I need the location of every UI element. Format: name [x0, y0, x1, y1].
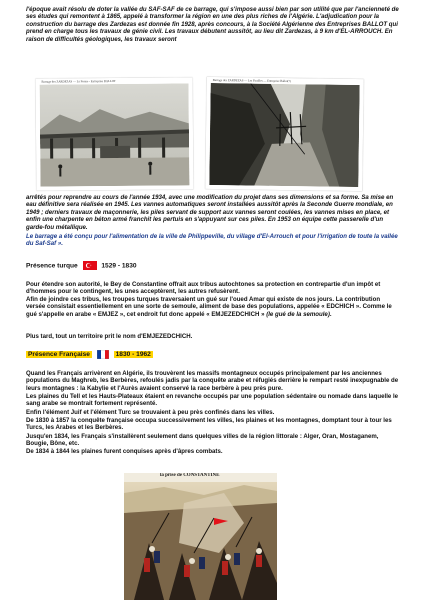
turque-text-2b: (le gué de la semoule) — [266, 310, 330, 318]
photo-caption: Barrage des ZARDEZAS — La Ferme - Entreprise BALLOT — [41, 78, 116, 84]
francaise-paragraph-3: Enfin l'élément Juif et l'élément Turc se trouvaient à peu près confinés dans les villes. — [26, 409, 275, 416]
section-francaise-label: Présence Française — [28, 351, 90, 359]
continuation-text-c: , en 1949 ; derniers travaux de maçonnerie, les piles servant de support aux vannes seront coulées, les vannes mises en place, et enfin une charpente en béton armé franchit les pertuis en s'appuyant sur ces piles. En 1953 on équipe cette passerelle d'un garde-fou métallique. — [26, 201, 393, 231]
section-turque-label: Présence turque — [26, 262, 78, 270]
photo-ferme-image — [40, 83, 190, 186]
turque-paragraph-2 — [26, 296, 400, 318]
continuation-text-b: Seconde Guerre mondiale — [306, 201, 383, 209]
francaise-paragraph-5: Jusqu'en 1834, les Français s'installèrent seulement dans quelques villes de la région littorale : Alger, Oran, Mostaganem, Bougie, Bône, etc. — [26, 433, 379, 448]
painting-image — [124, 473, 277, 600]
photo-fouilles — [205, 77, 364, 191]
purpose-text-a: Le barrage a été conçu pour l'alimentation de la ville de — [26, 233, 188, 240]
turque-text-2c: . — [329, 310, 332, 318]
intro-paragraph: l'époque avait résolu de doter la vallée du SAF-SAF de ce barrage, qui s'impose aussi bien par son utilité que par l'ancienneté de ses études qui remontent à 1865, appelé à transformer la région en une des plus riches de l'Algérie. L'adjudication pour la construction du barrage des Zardezas est donnée fin 1928, après concours, à la Société Algérienne des Entreprises BALLOT qui prend en charge tous les travaux de génie civil. Les travaux débutent aussitôt, au lieu dit Zardezas, à 9 km d'EL-ARROUCH. En raison de difficultés géologiques, les travaux seront — [26, 6, 399, 43]
painting-prise-de-constantine — [124, 473, 277, 600]
purpose-text-b: Philippeville — [187, 233, 224, 240]
photo-fouilles-image — [209, 83, 359, 187]
continuation-text-a: arrêtés pour reprendre au cours de l'année 1934, avec une modification du projet dans ses dimensions et sa forme. Sa mise en eau définitive sera réalisée en 1945. Les vannes automatiques seront installées aussitôt après la — [26, 194, 394, 209]
barrage-purpose-paragraph — [26, 233, 400, 248]
photo-caption: Barrage des ZARDEZAS — Les Fouilles — Entreprise Ballot(?) — [212, 77, 291, 84]
francaise-paragraph-2: Les plaines du Tell et les Hauts-Plateaux étaient en revanche occupés par une population sédentaire ou nomade dans laquelle le sang arabe se montrait fortement représenté. — [26, 393, 399, 408]
francaise-paragraph-6: De 1834 à 1844 les plaines furent conquises après d'âpres combats. — [26, 448, 223, 455]
painting-title: la prise de CONSTANTINE — [160, 473, 220, 478]
section-francaise-dates: 1830 - 1962 — [115, 351, 151, 359]
turkish-flag-icon — [83, 261, 97, 270]
section-turque-dates: 1529 - 1830 — [101, 262, 137, 270]
french-flag-icon — [97, 350, 109, 359]
photo-ferme — [36, 77, 194, 190]
section-turque-heading — [26, 261, 137, 270]
continuation-paragraph — [26, 194, 400, 231]
turque-paragraph-3: Plus tard, tout un territoire prit le nom d'EMJEZEDCHICH. — [26, 333, 193, 340]
francaise-paragraph-4: De 1830 à 1857 la conquête française occupa successivement les villes, les plaines et les montagnes, domptant tour à tour les Turcs, les Arabes et les Berbères. — [26, 417, 392, 432]
purpose-text-c: , du village d'El-Arrouch et pour l'irrigation de toute la vallée du Saf-Saf ». — [26, 233, 398, 248]
turque-paragraph-1: Pour étendre son autorité, le Bey de Constantine offrait aux tribus autochtones sa protection en contrepartie d'un impôt et d'hommes pour le contingent, les unes acceptèrent, les autres refusèrent. — [26, 281, 381, 296]
section-francaise-heading — [26, 350, 153, 359]
francaise-paragraph-1: Quand les Français arrivèrent en Algérie, ils trouvèrent les massifs montagneux occupés principalement par les anciennes populations du Maghreb, les Berbères, refoulés jadis par la conquête arabe et réfugiés derrière le rempart resté inexpugnable de leurs montagnes : la Kabylie et l'Aurès avaient conservé la race berbère à peu près pure. — [26, 370, 399, 392]
turque-text-2a: Afin de joindre ces tribus, les troupes turques traversaient un gué sur l'oued Amar qui existe de nos jours. La contribution versée consistait essentiellement en une sorte de semoule, aliment de base des populations, appelée « EDCHICH ». Comme le gué s'appelle en arabe « EMJEZ », cet endroit fut donc appelé « EMJEZEDCHICH » — [26, 296, 392, 318]
